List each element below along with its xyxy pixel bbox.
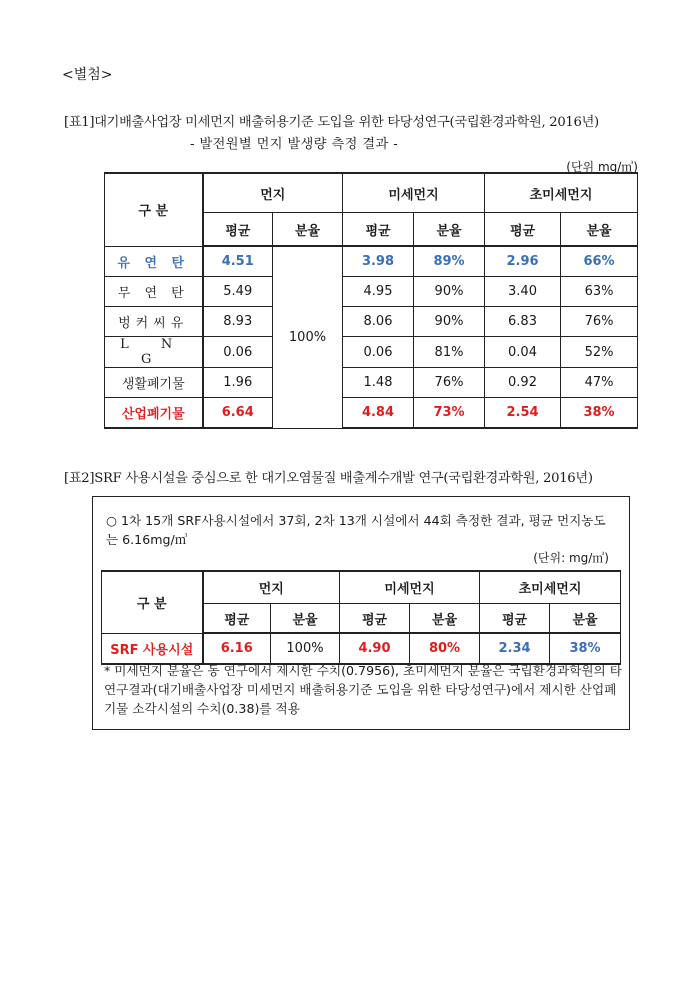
table-row xyxy=(105,368,638,398)
table2-header-category: 구 분 xyxy=(102,571,203,633)
dust-avg: 5.49 xyxy=(203,277,273,307)
pm25-ratio: 66% xyxy=(561,246,638,277)
table2-sub-ratio: 분율 xyxy=(550,604,621,634)
table2-header-pm25: 초미세먼지 xyxy=(480,571,621,604)
table1-sub-avg: 평균 xyxy=(203,213,273,247)
table-row xyxy=(105,246,638,277)
table1-header-pm10: 미세먼지 xyxy=(343,173,485,213)
table-row xyxy=(105,277,638,307)
table2-unit: (단위: mg/㎥) xyxy=(533,551,609,565)
pm25-avg: 3.40 xyxy=(485,277,561,307)
pm10-ratio: 90% xyxy=(414,307,485,337)
pm10-ratio: 90% xyxy=(414,277,485,307)
row-label: 무 연 탄 xyxy=(105,277,203,307)
pm25-ratio: 52% xyxy=(561,337,638,368)
table2-title: [표2]SRF 사용시설을 중심으로 한 대기오염물질 배출계수개발 연구(국립환경과학원, 2016년) xyxy=(64,471,593,486)
pm10-avg: 4.84 xyxy=(343,398,414,429)
table-row xyxy=(105,307,638,337)
pm10-avg: 1.48 xyxy=(343,368,414,398)
table2-sub-ratio: 분율 xyxy=(271,604,340,634)
table1 xyxy=(104,172,638,429)
table2-sub-ratio: 분율 xyxy=(410,604,480,634)
table2-footnote: * 미세먼지 분율은 동 연구에서 제시한 수치(0.7956), 초미세먼지 분율은 국립환경과학원의 타 연구결과(대기배출사업장 미세먼지 배출허용기준 도입을 위한 타당성연구)에서 제시한 산업폐기물 소각시설의 수치(0.38)를 적용 xyxy=(104,663,622,716)
table2-sub-avg: 평균 xyxy=(203,604,271,634)
pm25-avg: 2.54 xyxy=(485,398,561,429)
table1-unit: (단위 mg/㎥) xyxy=(566,160,638,174)
table1-header-category: 구 분 xyxy=(105,173,203,246)
row-label: 벙커씨유 xyxy=(105,307,203,337)
table1-subtitle: - 발전원별 먼지 발생량 측정 결과 - xyxy=(190,137,399,152)
pm10-avg: 8.06 xyxy=(343,307,414,337)
table-row xyxy=(105,398,638,429)
table2-bullet-text: ○ 1차 15개 SRF사용시설에서 37회, 2차 13개 시설에서 44회 측정한 결과, 평균 먼지농도는 6.16mg/㎥ xyxy=(106,513,606,547)
table1-header-dust: 먼지 xyxy=(203,173,343,213)
table1-sub-ratio: 분율 xyxy=(561,213,638,247)
dust-ratio: 100% xyxy=(271,633,340,664)
pm10-ratio: 80% xyxy=(410,633,480,664)
dust-avg: 8.93 xyxy=(203,307,273,337)
table2-header-dust: 먼지 xyxy=(203,571,340,604)
table2-header-pm10: 미세먼지 xyxy=(340,571,480,604)
pm25-ratio: 63% xyxy=(561,277,638,307)
dust-avg: 4.51 xyxy=(203,246,273,277)
attachment-label: <별첨> xyxy=(62,67,113,83)
pm25-avg: 6.83 xyxy=(485,307,561,337)
table1-sub-ratio: 분율 xyxy=(273,213,343,247)
pm10-avg: 0.06 xyxy=(343,337,414,368)
pm10-ratio: 76% xyxy=(414,368,485,398)
row-label: SRF 사용시설 xyxy=(102,633,203,664)
pm10-ratio: 73% xyxy=(414,398,485,429)
table2-sub-avg: 평균 xyxy=(340,604,410,634)
dust-avg: 6.64 xyxy=(203,398,273,429)
pm10-avg: 3.98 xyxy=(343,246,414,277)
pm25-ratio: 38% xyxy=(550,633,621,664)
pm25-ratio: 76% xyxy=(561,307,638,337)
pm25-ratio: 38% xyxy=(561,398,638,429)
dust-avg: 0.06 xyxy=(203,337,273,368)
row-label: 산업폐기물 xyxy=(105,398,203,429)
row-label: 유 연 탄 xyxy=(105,246,203,277)
table-row xyxy=(105,337,638,368)
pm25-avg: 0.04 xyxy=(485,337,561,368)
dust-avg: 6.16 xyxy=(203,633,271,664)
pm25-avg: 2.34 xyxy=(480,633,550,664)
table1-sub-avg: 평균 xyxy=(485,213,561,247)
pm10-avg: 4.90 xyxy=(340,633,410,664)
table1-sub-ratio: 분율 xyxy=(414,213,485,247)
table2 xyxy=(101,570,621,665)
table1-sub-avg: 평균 xyxy=(343,213,414,247)
table2-sub-avg: 평균 xyxy=(480,604,550,634)
pm25-avg: 2.96 xyxy=(485,246,561,277)
table1-header-pm25: 초미세먼지 xyxy=(485,173,638,213)
pm10-ratio: 81% xyxy=(414,337,485,368)
row-label: 생활폐기물 xyxy=(105,368,203,398)
pm25-ratio: 47% xyxy=(561,368,638,398)
pm10-avg: 4.95 xyxy=(343,277,414,307)
dust-ratio-shared: 100% xyxy=(273,246,343,428)
table-row xyxy=(102,633,621,664)
pm10-ratio: 89% xyxy=(414,246,485,277)
pm25-avg: 0.92 xyxy=(485,368,561,398)
dust-avg: 1.96 xyxy=(203,368,273,398)
table1-title: [표1]대기배출사업장 미세먼지 배출허용기준 도입을 위한 타당성연구(국립환경과학원, 2016년) xyxy=(64,115,599,130)
row-label: L N G xyxy=(105,337,203,368)
